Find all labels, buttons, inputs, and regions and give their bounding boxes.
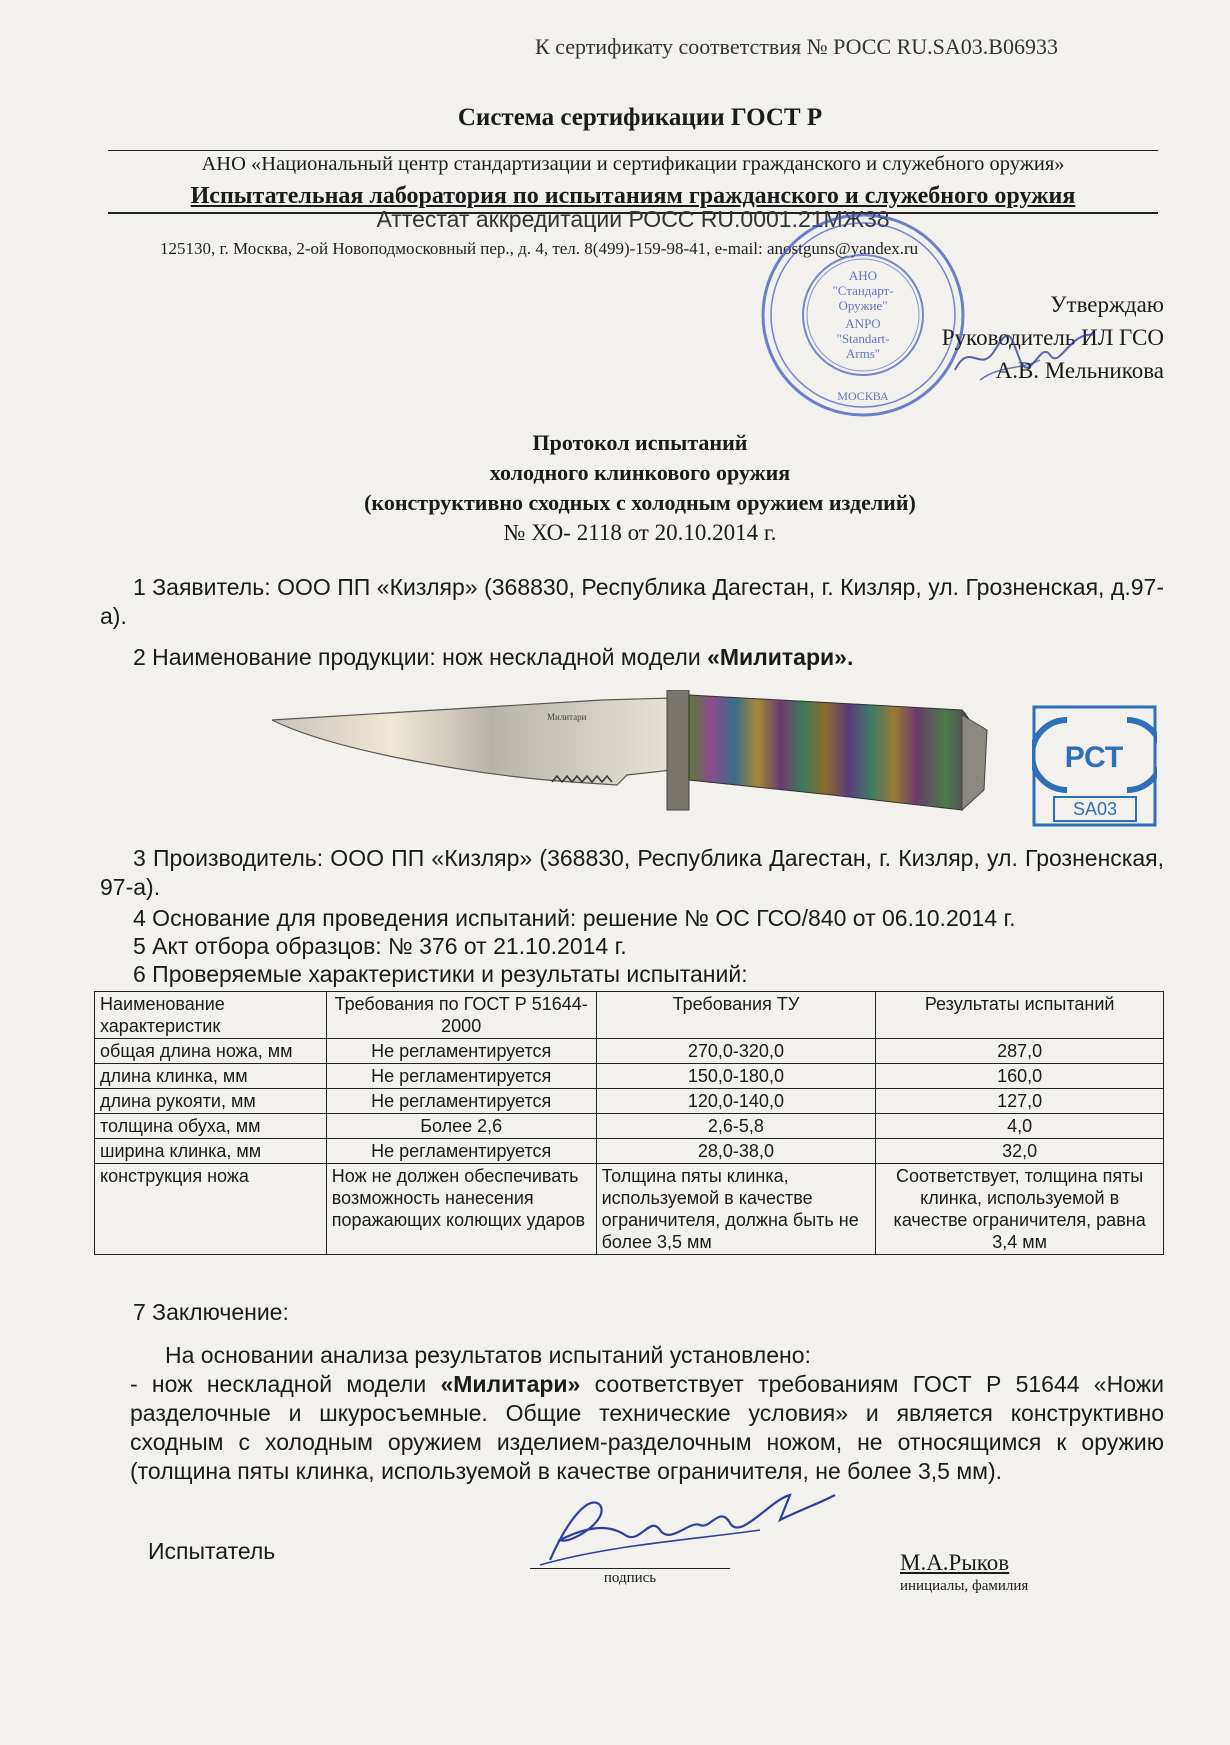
table-row: [95, 1139, 1164, 1164]
table-cell: Толщина пяты клинка, используемой в качестве ограничителя, должна быть не более 3,5 мм: [596, 1164, 876, 1255]
product-label: 2 Наименование продукции: нож нескладной модели: [133, 644, 708, 670]
table-header-cell: Наименование характеристик: [95, 992, 327, 1039]
tester-label: Испытатель: [148, 1538, 276, 1564]
tester-name: М.А.Рыков: [900, 1550, 1010, 1575]
table-cell: Более 2,6: [326, 1114, 596, 1139]
table-cell: 160,0: [876, 1064, 1164, 1089]
table-cell: ширина клинка, мм: [95, 1139, 327, 1164]
sampling-paragraph: 5 Акт отбора образцов: № 376 от 21.10.2014 г.: [133, 933, 627, 959]
round-stamp-icon: [758, 210, 968, 420]
laboratory-name: Испытательная лаборатория по испытаниям гражданского и служебного оружия: [108, 180, 1158, 214]
table-cell: 120,0-140,0: [596, 1089, 876, 1114]
accreditation: Аттестат аккредитации РОСС RU.0001.21МЖ38: [376, 206, 890, 232]
table-header-row: [95, 992, 1164, 1039]
certificate-reference: К сертификату соответствия № РОСС RU.SA03.В06933: [535, 34, 1058, 59]
blade-mark: Милитари: [547, 712, 587, 722]
table-cell: 270,0-320,0: [596, 1039, 876, 1064]
table-header-cell: Требования по ГОСТ Р 51644-2000: [326, 992, 596, 1039]
table-cell: толщина обуха, мм: [95, 1114, 327, 1139]
table-cell: Не регламентируется: [326, 1139, 596, 1164]
signature-caption: подпись: [603, 1570, 657, 1586]
table-cell: 32,0: [876, 1139, 1164, 1164]
knife-image: [272, 690, 1002, 820]
table-cell: 127,0: [876, 1089, 1164, 1114]
table-row: [95, 1064, 1164, 1089]
table-cell: 28,0-38,0: [596, 1139, 876, 1164]
protocol-title-line: Протокол испытаний: [532, 430, 748, 455]
conclusion-suffix: соответствует требованиям ГОСТ Р 51644 «Ножи разделочные и шкуросъемные. Общие технические условия» и является конструктивно сходным с холодным оружием изделием-разделочным ножом, не относящимся к оружию (толщина пяты клинка, используемой в качестве ограничителя, не более 3,5 мм).: [130, 1371, 1164, 1484]
logo-mark: РСТ: [1064, 741, 1124, 774]
protocol-title-line: холодного клинкового оружия: [489, 460, 791, 485]
address-line: 125130, г. Москва, 2-ой Новоподмосковный пер., д. 4, тел. 8(499)-159-98-41, e-mail: anostguns@yandex.ru: [160, 239, 919, 258]
system-title: Система сертификации ГОСТ Р: [457, 104, 823, 131]
signature-line: [530, 1568, 730, 1569]
tester-signature-icon: [530, 1485, 850, 1575]
protocol-title-line: (конструктивно сходных с холодным оружием изделий): [364, 490, 916, 515]
conclusion-prefix: - нож нескладной модели: [130, 1371, 441, 1397]
conclusion-model: «Милитари»: [440, 1371, 581, 1397]
table-cell: Соответствует, толщина пяты клинка, используемой в качестве ограничителя, равна 3,4 мм: [876, 1164, 1164, 1255]
table-cell: 2,6-5,8: [596, 1114, 876, 1139]
results-table: [94, 991, 1164, 1255]
conclusion-text: [130, 1370, 1164, 1486]
stamp-line: "Стандарт-: [832, 283, 894, 298]
name-caption: инициалы, фамилия: [900, 1578, 1029, 1594]
table-cell: Не регламентируется: [326, 1039, 596, 1064]
table-row: [95, 1089, 1164, 1114]
product-model: «Милитари».: [707, 644, 854, 670]
stamp-line: Arms": [845, 346, 881, 361]
table-cell: Не регламентируется: [326, 1089, 596, 1114]
basis-paragraph: 4 Основание для проведения испытаний: решение № ОС ГСО/840 от 06.10.2014 г.: [133, 905, 1016, 931]
table-row: [95, 1114, 1164, 1139]
conclusion-intro: На основании анализа результатов испытаний установлено:: [165, 1342, 811, 1368]
manufacturer-paragraph: 3 Производитель: ООО ПП «Кизляр» (368830, Республика Дагестан, г. Кизляр, ул. Грозненская, 97-а).: [100, 845, 1164, 900]
stamp-line: Оружие": [838, 298, 888, 313]
table-row: [95, 1164, 1164, 1255]
table-cell: Нож не должен обеспечивать возможность нанесения поражающих колющих ударов: [326, 1164, 596, 1255]
table-cell: длина клинка, мм: [95, 1064, 327, 1089]
approval-position: Руководитель ИЛ ГСО: [941, 325, 1164, 350]
table-cell: конструкция ножа: [95, 1164, 327, 1255]
table-cell: 4,0: [876, 1114, 1164, 1139]
table-row: [95, 1039, 1164, 1064]
approval-line: Утверждаю: [1050, 292, 1164, 317]
table-cell: 287,0: [876, 1039, 1164, 1064]
table-header-cell: Требования ТУ: [596, 992, 876, 1039]
table-cell: общая длина ножа, мм: [95, 1039, 327, 1064]
table-cell: длина рукояти, мм: [95, 1089, 327, 1114]
protocol-title: [0, 428, 1230, 548]
table-header-cell: Результаты испытаний: [876, 992, 1164, 1039]
stamp-line: "Standart-: [836, 331, 890, 346]
rst-certification-logo-icon: [1032, 705, 1157, 827]
table-cell: Не регламентируется: [326, 1064, 596, 1089]
protocol-number: № ХО- 2118 от 20.10.2014 г.: [503, 520, 777, 545]
table-cell: 150,0-180,0: [596, 1064, 876, 1089]
approval-name: А.В. Мельникова: [995, 358, 1164, 383]
approver-signature-icon: [950, 320, 1100, 390]
stamp-city: МОСКВА: [837, 389, 889, 403]
conclusion-heading: 7 Заключение:: [133, 1299, 289, 1325]
logo-code: SA03: [1072, 799, 1118, 819]
characteristics-heading: 6 Проверяемые характеристики и результаты испытаний:: [133, 961, 748, 987]
organization-name: АНО «Национальный центр стандартизации и сертификации гражданского и служебного оружия»: [108, 150, 1158, 176]
applicant-paragraph: 1 Заявитель: ООО ПП «Кизляр» (368830, Республика Дагестан, г. Кизляр, ул. Грозненская, д.97-а).: [100, 574, 1164, 629]
product-paragraph: [100, 643, 1164, 672]
stamp-line: АНО: [848, 268, 878, 283]
stamp-line: ANPO: [845, 316, 881, 331]
